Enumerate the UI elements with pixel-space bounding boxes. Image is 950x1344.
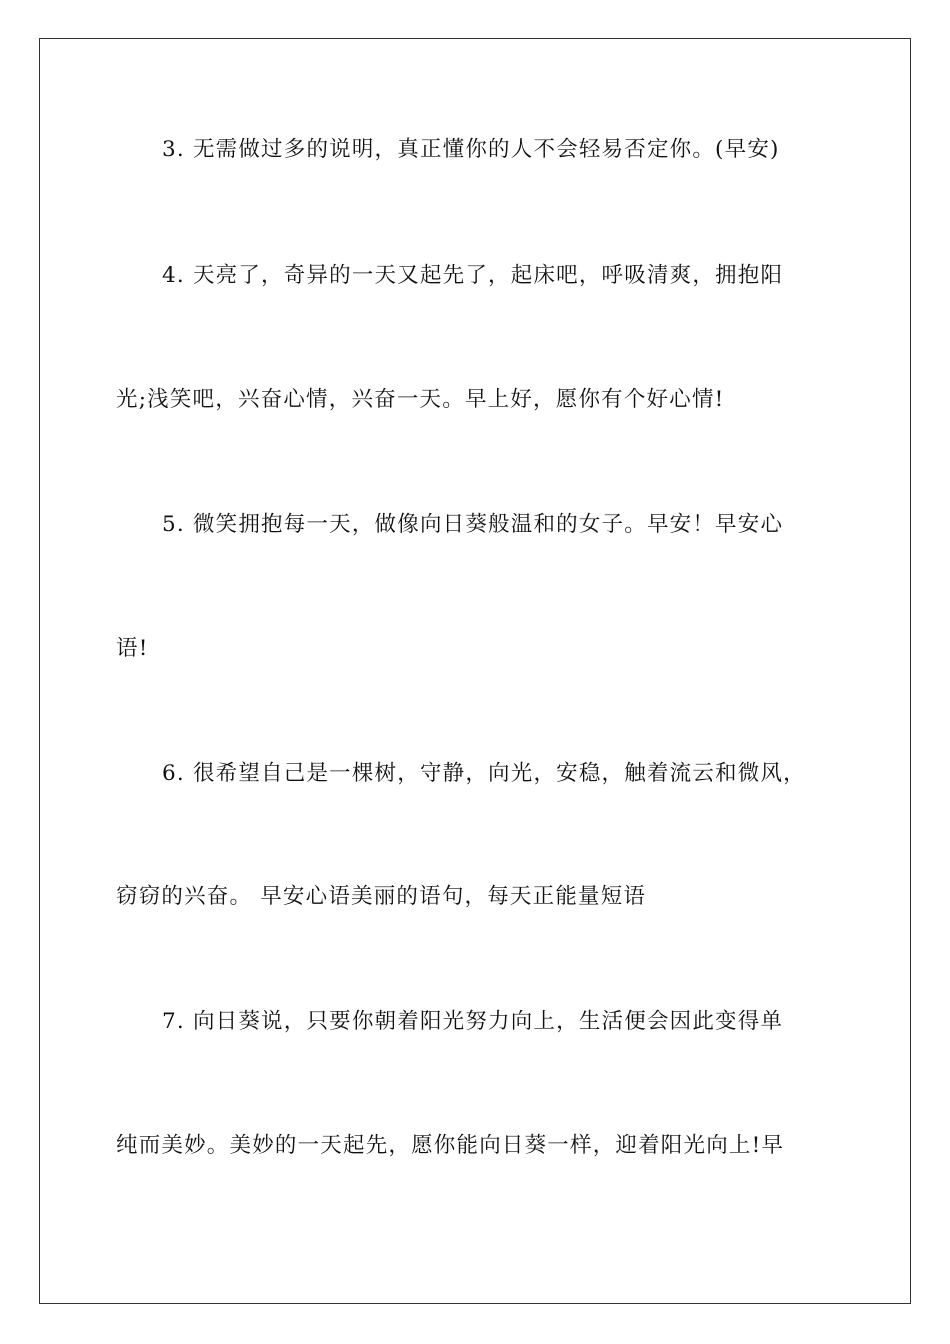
paragraph-6-line-2: 窃窃的兴奋。 早安心语美丽的语句，每天正能量短语 <box>116 884 647 909</box>
paragraph-4-line-1: 4. 天亮了，奇异的一天又起先了，起床吧，呼吸清爽，拥抱阳 <box>162 263 784 288</box>
paragraph-6-line-1: 6. 很希望自己是一棵树，守静，向光，安稳，触着流云和微风， <box>162 761 806 786</box>
paragraph-5-line-2: 语! <box>116 636 149 661</box>
paragraph-4-line-2: 光;浅笑吧，兴奋心情，兴奋一天。早上好，愿你有个好心情! <box>116 387 725 412</box>
page-frame <box>39 38 911 1304</box>
paragraph-5-line-1: 5. 微笑拥抱每一天，做像向日葵般温和的女子。早安！早安心 <box>162 512 784 537</box>
paragraph-7-line-1: 7. 向日葵说，只要你朝着阳光努力向上，生活便会因此变得单 <box>162 1009 784 1034</box>
paragraph-3-line-1: 3. 无需做过多的说明，真正懂你的人不会轻易否定你。(早安) <box>162 137 780 162</box>
paragraph-7-line-2: 纯而美妙。美妙的一天起先，愿你能向日葵一样，迎着阳光向上!早 <box>116 1133 785 1158</box>
